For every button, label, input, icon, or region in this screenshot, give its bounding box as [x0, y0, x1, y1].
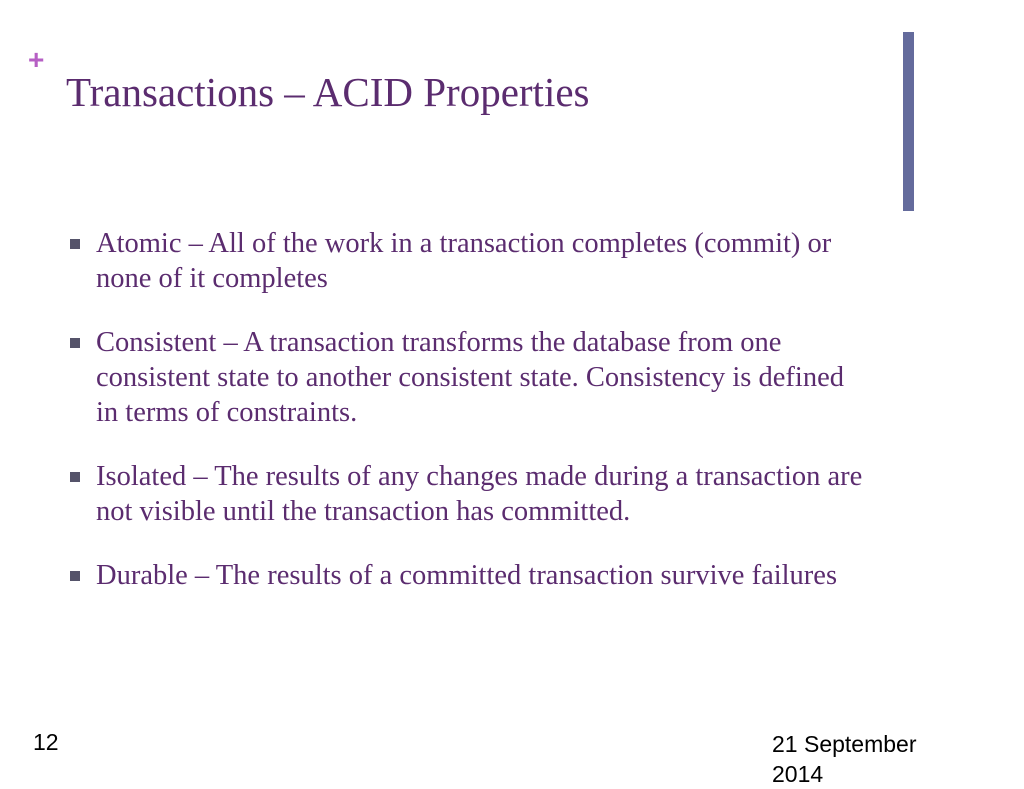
bullet-text: Consistent – A transaction transforms the database from one consistent state to another consistent state. Consistency is defined in terms of constraints. [96, 327, 844, 428]
bullet-consistent [67, 325, 867, 430]
square-bullet-icon [70, 472, 80, 482]
square-bullet-icon [70, 338, 80, 348]
bullet-list [67, 226, 867, 593]
accent-bar [903, 32, 914, 211]
bullet-text: Durable – The results of a committed transaction survive failures [96, 560, 838, 591]
square-bullet-icon [70, 571, 80, 581]
slide-number: 12 [33, 729, 59, 755]
square-bullet-icon [70, 239, 80, 249]
bullet-atomic [67, 226, 867, 296]
slide-date: 21 September 2014 [772, 731, 917, 787]
plus-icon: + [28, 44, 45, 75]
bullet-durable [67, 558, 867, 593]
bullet-isolated [67, 459, 867, 529]
bullet-text: Atomic – All of the work in a transaction completes (commit) or none of it completes [96, 228, 832, 294]
bullet-text: Isolated – The results of any changes made during a transaction are not visible until the transaction has committed. [96, 461, 863, 527]
slide-title: Transactions – ACID Properties [66, 69, 590, 115]
